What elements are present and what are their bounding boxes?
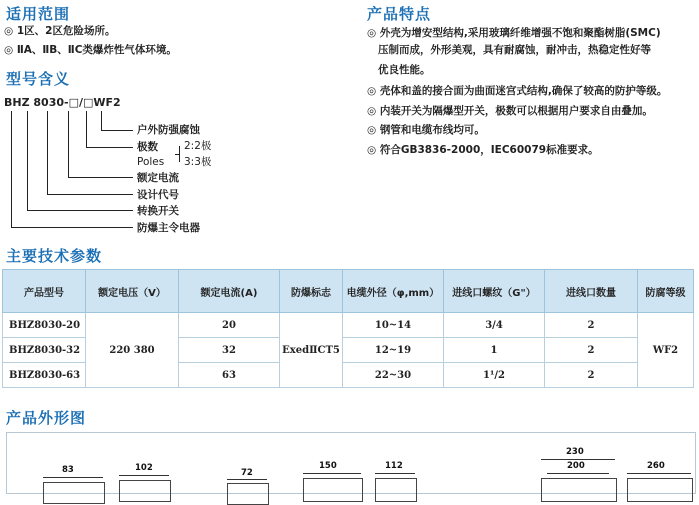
col-grade: 防腐等级 [638, 270, 694, 313]
cell-qty: 2 [545, 338, 638, 363]
col-voltage: 额定电压（V） [86, 270, 179, 313]
outline-title: 产品外形图 [6, 409, 87, 427]
cell-current: 20 [179, 313, 280, 338]
table-row [3, 313, 694, 338]
col-model: 产品型号 [3, 270, 86, 313]
feature-item: ◎ 内装开关为隔爆型开关，极数可以根据用户要求自由叠加。 [367, 105, 653, 117]
dim-label: 230 [566, 447, 584, 457]
cell-voltage: 220 380 [86, 313, 179, 388]
dim-label: 83 [62, 465, 74, 475]
specs-title: 主要技术参数 [6, 247, 103, 265]
model-code: BHZ 8030-□/□WF2 [4, 96, 121, 109]
cell-cable: 10~14 [343, 313, 444, 338]
model-label-switch: 转换开关 [137, 205, 179, 217]
cell-thread: 1¹/2 [444, 363, 545, 388]
cell-current: 63 [179, 363, 280, 388]
cell-model: BHZ8030-20 [3, 313, 86, 338]
cell-thread: 1 [444, 338, 545, 363]
col-current: 额定电流(A) [179, 270, 280, 313]
model-label-current: 额定电流 [137, 172, 179, 184]
feature-item: ◎ 外壳为增安型结构,采用玻璃纤维增强不饱和聚酯树脂(SMC) [367, 27, 661, 39]
cell-qty: 2 [545, 363, 638, 388]
model-title: 型号含义 [6, 70, 71, 88]
cell-exmark: ExedⅡCT5 [280, 313, 343, 388]
feature-item: ◎ 壳体和盖的接合面为曲面迷宫式结构,确保了较高的防护等级。 [367, 85, 668, 97]
scope-title: 适用范围 [6, 5, 71, 23]
dim-label: 102 [135, 463, 153, 473]
col-exmark: 防爆标志 [280, 270, 343, 313]
feature-item-cont: 优良性能。 [378, 64, 431, 76]
feature-item-cont: 压制而成，外形美观，具有耐腐蚀，耐冲击，热稳定性好等 [378, 44, 651, 56]
cell-model: BHZ8030-63 [3, 363, 86, 388]
feature-item: ◎ 符合GB3836-2000，IEC60079标准要求。 [367, 144, 599, 156]
specs-header-row [3, 270, 694, 313]
col-cable: 电缆外径（φ,mm） [343, 270, 444, 313]
feature-item: ◎ 钢管和电缆布线均可。 [367, 124, 485, 136]
dim-label: 260 [647, 461, 665, 471]
scope-item: ◎ ⅡA、ⅡB、ⅡC类爆炸性气体环境。 [4, 44, 177, 56]
cell-cable: 12~19 [343, 338, 444, 363]
specs-table [2, 269, 694, 388]
model-label-poles: 极数 [137, 141, 158, 153]
dim-label: 72 [241, 468, 253, 478]
model-label-3pole: 3:3极 [184, 156, 212, 168]
model-label-design: 设计代号 [137, 189, 179, 201]
col-qty: 进线口数量 [545, 270, 638, 313]
outline-drawings [6, 432, 696, 494]
cell-thread: 3/4 [444, 313, 545, 338]
cell-qty: 2 [545, 313, 638, 338]
dim-label: 200 [567, 461, 585, 471]
cell-current: 32 [179, 338, 280, 363]
model-label-poles-en: Poles [137, 156, 165, 168]
model-label-device: 防爆主令电器 [137, 222, 200, 234]
dim-label: 150 [319, 461, 337, 471]
cell-grade: WF2 [638, 313, 694, 388]
dim-label: 112 [385, 461, 403, 471]
model-label-corrosion: 户外防强腐蚀 [137, 124, 200, 136]
scope-item: ◎ 1区、2区危险场所。 [4, 25, 116, 37]
col-thread: 进线口螺纹（G"） [444, 270, 545, 313]
model-label-2pole: 2:2极 [184, 140, 212, 152]
cell-model: BHZ8030-32 [3, 338, 86, 363]
cell-cable: 22~30 [343, 363, 444, 388]
features-title: 产品特点 [367, 5, 432, 23]
